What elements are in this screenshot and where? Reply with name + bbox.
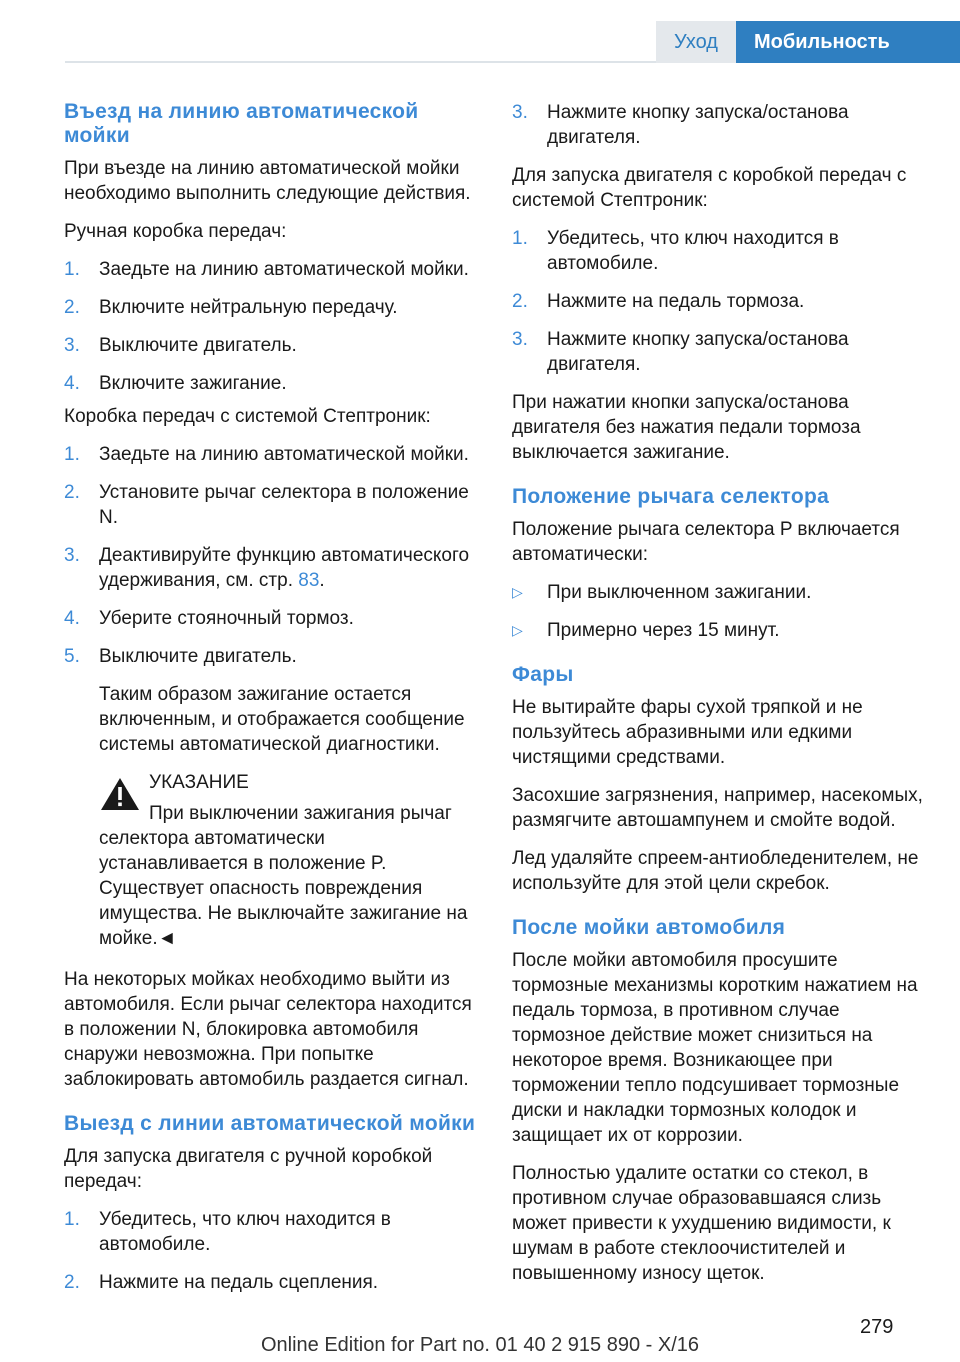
warning-notice: [64, 770, 478, 951]
section-title-after-wash: После мойки автомобиля: [512, 916, 786, 939]
paragraph: Ручная коробка передач:: [64, 221, 287, 242]
item-text: При выключенном зажигании.: [547, 582, 812, 603]
step-number: 3.: [512, 102, 528, 123]
selector-conditions-list: [512, 580, 926, 643]
left-column: [64, 100, 478, 1308]
list-item: [64, 543, 478, 593]
step-continuation: Таким образом зажигание остается включенным, и отображается сообщение системы автоматической диагностики.: [99, 684, 465, 755]
step-number: 2.: [64, 1272, 80, 1293]
step-number: 1.: [64, 444, 80, 465]
step-text: Установите рычаг селектора в положение N.: [99, 482, 469, 528]
step-text: Включите зажигание.: [99, 373, 287, 394]
step-text: Нажмите кнопку запуска/останова двигателя.: [547, 329, 849, 375]
section-title-car-wash-entry: Въезд на линию автоматической мойки: [64, 100, 419, 147]
step-text: Убедитесь, что ключ находится в автомобиле.: [547, 228, 839, 274]
step-number: 3.: [512, 329, 528, 350]
triangle-bullet-icon: ▷: [512, 584, 523, 600]
paragraph: После мойки автомобиля просушите тормозные механизмы коротким нажатием на педаль тормоза, в противном случае тормозное действие может снизиться на некоторое время. Возникающее при торможении тепло подсушивает тормозные диски и накладки тормозных колодок и защищает их от коррозии.: [512, 950, 918, 1146]
step-text: Убедитесь, что ключ находится в автомобиле.: [99, 1209, 391, 1255]
list-item: [64, 371, 478, 396]
list-item: [64, 480, 478, 530]
step-number: 5.: [64, 646, 80, 667]
step-text: Выключите двигатель.: [99, 646, 297, 667]
list-item: [512, 100, 926, 150]
section-title-headlights: Фары: [512, 663, 574, 686]
step-text: Нажмите на педаль тормоза.: [547, 291, 805, 312]
exit-steps-list-continued: [512, 100, 926, 150]
list-item: [512, 226, 926, 276]
page-header: [0, 21, 960, 63]
right-column: [512, 100, 926, 1299]
tab-mobility[interactable]: Мобильность: [736, 21, 960, 63]
paragraph: Для запуска двигателя с ручной коробкой передач:: [64, 1146, 433, 1192]
step-number: 1.: [512, 228, 528, 249]
list-item: [64, 644, 478, 669]
step-text: Заедьте на линию автоматической мойки.: [99, 259, 469, 280]
step-text: Включите нейтральную передачу.: [99, 297, 398, 318]
step-number: 4.: [64, 608, 80, 629]
step-number: 3.: [64, 545, 80, 566]
step-number: 2.: [64, 297, 80, 318]
step-text: Заедьте на линию автоматической мойки.: [99, 444, 469, 465]
step-text: Нажмите на педаль сцепления.: [99, 1272, 379, 1293]
footer-edition-note: Online Edition for Part no. 01 40 2 915 890 - X/16: [260, 1334, 700, 1356]
notice-text: селектора автоматически устанавливается в положение P. Существует опасность повреждения имущества. Не выключайте зажигание на мойке.◄: [99, 828, 468, 949]
list-item: [64, 1207, 478, 1257]
list-item: [64, 442, 478, 467]
header-rule: [65, 61, 656, 63]
step-text: Уберите стояночный тормоз.: [99, 608, 354, 629]
page-number: 279: [860, 1316, 894, 1338]
list-item: [64, 295, 478, 320]
notice-title: УКАЗАНИЕ: [149, 772, 249, 793]
list-item: [512, 327, 926, 377]
list-item: [512, 289, 926, 314]
page-reference-link[interactable]: 83: [298, 570, 320, 591]
step-text-tail: .: [319, 570, 325, 591]
paragraph: Засохшие загрязнения, например, насекомых, размягчите автошампунем и смойте водой.: [512, 785, 923, 831]
list-item: [512, 618, 926, 643]
section-title-car-wash-exit: Выезд с линии автоматической мойки: [64, 1112, 476, 1135]
paragraph: Лед удаляйте спреем-антиобледенителем, не используйте для этой цели скребок.: [512, 848, 919, 894]
step-number: 4.: [64, 373, 80, 394]
triangle-bullet-icon: ▷: [512, 622, 523, 638]
notice-text-lead: При выключении зажигания рычаг: [149, 803, 452, 824]
step-number: 3.: [64, 335, 80, 356]
section-title-selector-position: Положение рычага селектора: [512, 485, 830, 508]
step-number: 1.: [64, 1209, 80, 1230]
paragraph: Положение рычага селектора P включается автоматически:: [512, 519, 900, 565]
tab-care[interactable]: Уход: [656, 21, 736, 63]
step-number: 2.: [512, 291, 528, 312]
step-text: Нажмите кнопку запуска/останова двигателя.: [547, 102, 849, 148]
paragraph: Коробка передач с системой Стептроник:: [64, 406, 431, 427]
list-item: [64, 1270, 478, 1295]
paragraph: Полностью удалите остатки со стекол, в противном случае образовавшаяся слизь может привести к ухудшению видимости, к шумам в работе стеклоочистителей и повышенному износу щеток.: [512, 1163, 891, 1284]
paragraph: Для запуска двигателя с коробкой передач с системой Стептроник:: [512, 165, 907, 211]
paragraph: Не вытирайте фары сухой тряпкой и не пользуйтесь абразивными или едкими чистящими средствами.: [512, 697, 863, 768]
list-item: [64, 606, 478, 631]
step-text: Деактивируйте функцию автоматического удерживания, см. стр.: [99, 545, 470, 591]
step-text-with-link: [99, 543, 478, 593]
steptronic-steps-list: [64, 442, 478, 669]
paragraph: На некоторых мойках необходимо выйти из автомобиля. Если рычаг селектора находится в положении N, блокировка автомобиля снаружи невозможна. При попытке заблокировать автомобиль раздается сигнал.: [64, 969, 472, 1090]
auto-start-steps-list: [512, 226, 926, 377]
list-item: [512, 580, 926, 605]
manual-steps-list: [64, 257, 478, 396]
warning-triangle-icon: [64, 770, 149, 826]
step-number: 2.: [64, 482, 80, 503]
paragraph: При нажатии кнопки запуска/останова двигателя без нажатия педали тормоза выключается зажигание.: [512, 392, 861, 463]
paragraph: При въезде на линию автоматической мойки необходимо выполнить следующие действия.: [64, 158, 471, 204]
step-number: 1.: [64, 259, 80, 280]
exit-steps-list: [64, 1207, 478, 1295]
item-text: Примерно через 15 минут.: [547, 620, 780, 641]
list-item: [64, 333, 478, 358]
step-text: Выключите двигатель.: [99, 335, 297, 356]
list-item: [64, 257, 478, 282]
